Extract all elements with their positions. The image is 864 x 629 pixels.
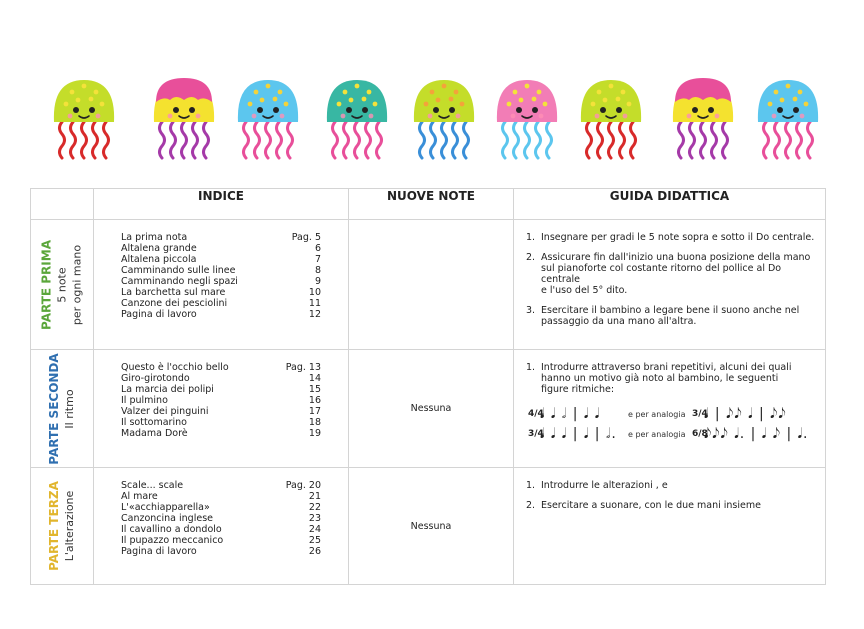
guide-item-number: 2. [526, 252, 536, 263]
guide-item-line: Esercitare il bambino a legare bene il suono anche nel [541, 305, 800, 316]
song-entry [121, 373, 321, 384]
guide-item-number: 1. [526, 362, 536, 373]
guida-cell [514, 350, 826, 468]
song-title: Camminando negli spazi [121, 276, 238, 287]
song-page: 23 [308, 513, 321, 524]
song-entry [121, 535, 321, 546]
guide-item-line: hanno un motivo già noto al bambino, le seguenti [541, 373, 779, 384]
header-nuove-note: NUOVE NOTE [349, 189, 514, 220]
song-title: Scale... scale [121, 480, 184, 491]
song-entry [121, 287, 321, 298]
song-title: Altalena grande [121, 243, 197, 254]
section-subtitle: L'alterazione [63, 490, 76, 562]
section-subtitle: 5 note [55, 266, 69, 303]
song-page: 15 [308, 384, 321, 395]
song-entry [121, 428, 321, 439]
time-signature: 4/4 [528, 409, 544, 419]
song-title: Questo è l'occhio bello [121, 362, 229, 373]
nuove-note-cell [349, 220, 514, 350]
song-page: 22 [308, 502, 321, 513]
section-label [31, 350, 94, 468]
song-page: 11 [308, 298, 321, 309]
song-page: 21 [308, 491, 321, 502]
song-entry [121, 243, 321, 254]
song-title: Giro-girotondo [121, 373, 190, 384]
song-page: 8 [314, 265, 321, 276]
guide-item-line: passaggio da una mano all'altra. [541, 316, 697, 327]
song-page: 12 [308, 309, 321, 320]
song-entry [121, 232, 321, 243]
song-list-cell [94, 350, 349, 468]
song-page: Pag. 13 [285, 362, 321, 373]
guide-item-line: Insegnare per gradi le 5 note sopra e sotto il Do centrale. [541, 232, 815, 243]
rhythm-notes: 𝅘𝅥 | 𝅘𝅥𝅮𝅘𝅥𝅮 𝅘𝅥 | 𝅘𝅥𝅮𝅘𝅥𝅮 [704, 405, 787, 422]
jellyfish-icon [663, 70, 743, 165]
guide-item [526, 232, 817, 243]
song-title: Valzer dei pinguini [121, 406, 209, 417]
song-entry [121, 480, 321, 491]
song-list-cell [94, 220, 349, 350]
section-label [31, 220, 94, 350]
song-entry [121, 362, 321, 373]
guide-item [526, 500, 817, 511]
song-title: Pagina di lavoro [121, 546, 197, 557]
rhythm-figure-row [528, 424, 817, 444]
song-page: 6 [314, 243, 321, 254]
song-entry [121, 417, 321, 428]
section-title: PARTE PRIMA [39, 239, 54, 330]
time-signature: 6/8 [692, 429, 708, 439]
nuove-note-cell: Nessuna [349, 468, 514, 585]
song-title: La prima nota [121, 232, 188, 243]
guide-item [526, 362, 817, 395]
jellyfish-icon [571, 70, 651, 165]
guide-item [526, 252, 817, 296]
song-entry [121, 384, 321, 395]
section-row-parte-prima [31, 220, 826, 350]
guide-item [526, 480, 817, 491]
guida-cell [514, 220, 826, 350]
song-entry [121, 309, 321, 320]
song-page: 14 [308, 373, 321, 384]
guide-item-number: 1. [526, 232, 536, 243]
jellyfish-icon [748, 70, 828, 165]
guide-item [526, 305, 817, 327]
header-guida-didattica: GUIDA DIDATTICA [514, 189, 826, 220]
rhythm-notes: 𝅘𝅥𝅮𝅘𝅥𝅮𝅘𝅥𝅮 𝅘𝅥. | 𝅘𝅥 𝅘𝅥𝅮 | 𝅘𝅥. [704, 425, 809, 442]
song-title: La barchetta sul mare [121, 287, 226, 298]
rhythm-figure-row [528, 404, 817, 424]
song-entry [121, 502, 321, 513]
per-analogia-label: e per analogia [628, 409, 686, 419]
section-subtitle: per ogni mano [70, 244, 84, 325]
song-title: Pagina di lavoro [121, 309, 197, 320]
song-page: 26 [308, 546, 321, 557]
rhythm-notes: 𝅘𝅥 𝅘𝅥 𝅘𝅥 | 𝅘𝅥 | 𝅗𝅥. [540, 425, 617, 442]
song-entry [121, 524, 321, 535]
guide-item-number: 1. [526, 480, 536, 491]
time-signature: 3/4 [528, 429, 544, 439]
song-page: 24 [308, 524, 321, 535]
song-title: Il sottomarino [121, 417, 187, 428]
jellyfish-icon [487, 70, 567, 165]
jellyfish-icon [44, 70, 124, 165]
section-subtitle: Il ritmo [63, 388, 76, 429]
guide-item-line: figure ritmiche: [541, 384, 615, 395]
song-entry [121, 395, 321, 406]
song-title: La marcia dei polipi [121, 384, 214, 395]
song-page: 25 [308, 535, 321, 546]
jellyfish-icon [228, 70, 308, 165]
song-entry [121, 276, 321, 287]
song-page: 10 [308, 287, 321, 298]
song-page: 7 [314, 254, 321, 265]
per-analogia-label: e per analogia [628, 429, 686, 439]
guide-item-line: Esercitare a suonare, con le due mani insieme [541, 500, 761, 511]
header-indice: INDICE [94, 189, 349, 220]
nuove-note-cell: Nessuna [349, 350, 514, 468]
song-page: Pag. 5 [291, 232, 321, 243]
song-page: 9 [314, 276, 321, 287]
guide-item-line: Assicurare fin dall'inizio una buona posizione della mano [541, 252, 811, 263]
song-page: 16 [308, 395, 321, 406]
jellyfish-icon [317, 70, 397, 165]
guide-item-number: 3. [526, 305, 536, 316]
jellyfish-icon [144, 70, 224, 165]
song-title: Il pulmino [121, 395, 168, 406]
time-signature: 3/4 [692, 409, 708, 419]
section-title: PARTE TERZA [47, 481, 61, 571]
jellyfish-decoration-row [0, 70, 864, 165]
song-title: Madama Dorè [121, 428, 188, 439]
rhythm-notes: 𝅘𝅥 𝅘𝅥 𝅗𝅥 | 𝅘𝅥 𝅘𝅥 [540, 405, 601, 422]
song-page: Pag. 20 [285, 480, 321, 491]
song-title: Canzoncina inglese [121, 513, 213, 524]
section-label [31, 468, 94, 585]
guida-cell [514, 468, 826, 585]
section-row-parte-seconda [31, 350, 826, 468]
song-title: Il pupazzo meccanico [121, 535, 224, 546]
song-entry [121, 298, 321, 309]
guide-item-line: Introdurre le alterazioni , e [541, 480, 668, 491]
song-title: L'«acchiapparella» [121, 502, 210, 513]
song-entry [121, 265, 321, 276]
guide-item-line: e l'uso del 5° dito. [541, 285, 628, 296]
jellyfish-icon [404, 70, 484, 165]
song-list-cell [94, 468, 349, 585]
song-page: 19 [308, 428, 321, 439]
song-entry [121, 406, 321, 417]
song-entry [121, 546, 321, 557]
guide-item-line: sul pianoforte col costante ritorno del pollice al Do centrale [541, 263, 782, 285]
section-row-parte-terza [31, 468, 826, 585]
song-page: 18 [308, 417, 321, 428]
song-title: Il cavallino a dondolo [121, 524, 222, 535]
header-blank [31, 189, 94, 220]
song-title: Altalena piccola [121, 254, 197, 265]
section-title: PARTE SECONDA [47, 352, 61, 465]
song-title: Camminando sulle linee [121, 265, 236, 276]
song-entry [121, 513, 321, 524]
guide-item-line: Introdurre attraverso brani repetitivi, alcuni dei quali [541, 362, 792, 373]
song-page: 17 [308, 406, 321, 417]
index-table [30, 188, 826, 585]
song-title: Canzone dei pesciolini [121, 298, 228, 309]
guide-item-number: 2. [526, 500, 536, 511]
song-title: Al mare [121, 491, 158, 502]
song-entry [121, 491, 321, 502]
song-entry [121, 254, 321, 265]
